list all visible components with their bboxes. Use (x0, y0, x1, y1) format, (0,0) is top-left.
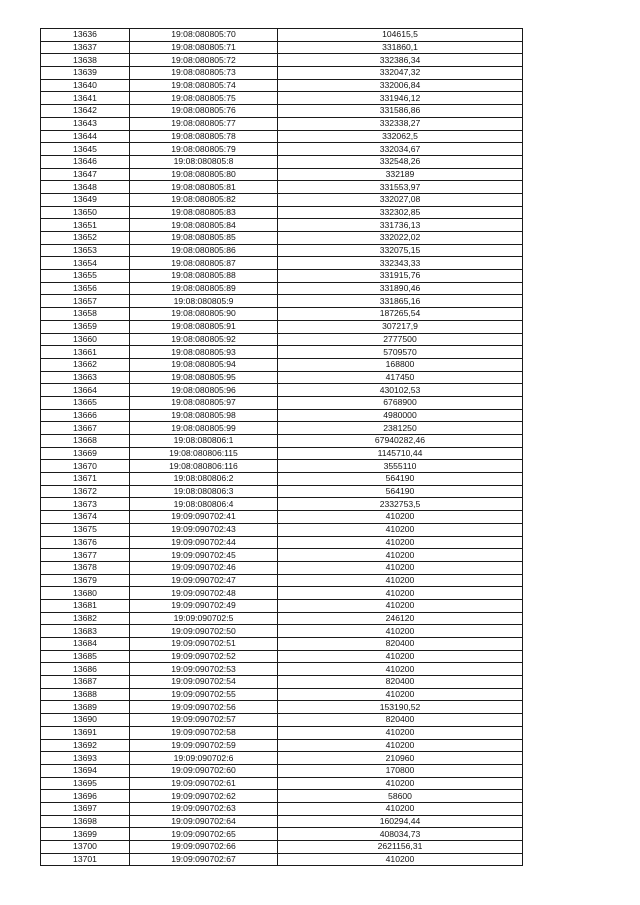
value-cell: 331860,1 (278, 41, 523, 54)
cadastral-number-cell: 19:09:090702:44 (130, 536, 278, 549)
value-cell: 331553,97 (278, 181, 523, 194)
cadastral-number-cell: 19:08:080805:86 (130, 244, 278, 257)
value-cell: 5709570 (278, 346, 523, 359)
cadastral-number-cell: 19:08:080805:9 (130, 295, 278, 308)
row-number-cell: 13691 (41, 726, 130, 739)
value-cell: 410200 (278, 511, 523, 524)
cadastral-number-cell: 19:09:090702:41 (130, 511, 278, 524)
cadastral-number-cell: 19:08:080806:1 (130, 435, 278, 448)
table-row (41, 536, 523, 549)
table-row (41, 320, 523, 333)
value-cell: 564190 (278, 485, 523, 498)
cadastral-number-cell: 19:08:080805:82 (130, 193, 278, 206)
table-row (41, 105, 523, 118)
cadastral-number-cell: 19:08:080805:70 (130, 29, 278, 42)
table-row (41, 447, 523, 460)
table-row (41, 549, 523, 562)
value-cell: 331915,76 (278, 270, 523, 283)
value-cell: 4980000 (278, 409, 523, 422)
value-cell: 210960 (278, 752, 523, 765)
row-number-cell: 13654 (41, 257, 130, 270)
cadastral-number-cell: 19:09:090702:62 (130, 790, 278, 803)
cadastral-number-cell: 19:09:090702:66 (130, 841, 278, 854)
table-row (41, 841, 523, 854)
row-number-cell: 13697 (41, 802, 130, 815)
row-number-cell: 13693 (41, 752, 130, 765)
cadastral-number-cell: 19:08:080805:87 (130, 257, 278, 270)
value-cell: 410200 (278, 523, 523, 536)
row-number-cell: 13650 (41, 206, 130, 219)
value-cell: 332548,26 (278, 155, 523, 168)
table-row (41, 409, 523, 422)
row-number-cell: 13698 (41, 815, 130, 828)
row-number-cell: 13646 (41, 155, 130, 168)
value-cell: 410200 (278, 853, 523, 866)
table-row (41, 676, 523, 689)
value-cell: 820400 (278, 714, 523, 727)
table-row (41, 422, 523, 435)
row-number-cell: 13679 (41, 574, 130, 587)
row-number-cell: 13667 (41, 422, 130, 435)
table-row (41, 485, 523, 498)
row-number-cell: 13688 (41, 688, 130, 701)
value-cell: 187265,54 (278, 308, 523, 321)
cadastral-number-cell: 19:08:080805:90 (130, 308, 278, 321)
table-row (41, 244, 523, 257)
table-row (41, 612, 523, 625)
cadastral-number-cell: 19:09:090702:58 (130, 726, 278, 739)
row-number-cell: 13640 (41, 79, 130, 92)
table-row (41, 384, 523, 397)
cadastral-number-cell: 19:09:090702:67 (130, 853, 278, 866)
cadastral-number-cell: 19:08:080806:3 (130, 485, 278, 498)
table-row (41, 130, 523, 143)
value-cell: 410200 (278, 650, 523, 663)
cadastral-number-cell: 19:09:090702:50 (130, 625, 278, 638)
row-number-cell: 13668 (41, 435, 130, 448)
value-cell: 331865,16 (278, 295, 523, 308)
row-number-cell: 13672 (41, 485, 130, 498)
row-number-cell: 13675 (41, 523, 130, 536)
row-number-cell: 13641 (41, 92, 130, 105)
table-row (41, 282, 523, 295)
value-cell: 332189 (278, 168, 523, 181)
cadastral-number-cell: 19:08:080805:75 (130, 92, 278, 105)
row-number-cell: 13669 (41, 447, 130, 460)
table-row (41, 29, 523, 42)
value-cell: 168800 (278, 358, 523, 371)
table-row (41, 688, 523, 701)
table-row (41, 625, 523, 638)
row-number-cell: 13690 (41, 714, 130, 727)
value-cell: 332386,34 (278, 54, 523, 67)
row-number-cell: 13677 (41, 549, 130, 562)
table-row (41, 663, 523, 676)
value-cell: 153190,52 (278, 701, 523, 714)
cadastral-number-cell: 19:08:080805:94 (130, 358, 278, 371)
table-row (41, 193, 523, 206)
table-row (41, 41, 523, 54)
table-row (41, 853, 523, 866)
row-number-cell: 13643 (41, 117, 130, 130)
table-row (41, 498, 523, 511)
value-cell: 332034,67 (278, 143, 523, 156)
row-number-cell: 13639 (41, 67, 130, 80)
value-cell: 332338,27 (278, 117, 523, 130)
row-number-cell: 13689 (41, 701, 130, 714)
row-number-cell: 13695 (41, 777, 130, 790)
table-row (41, 523, 523, 536)
value-cell: 820400 (278, 676, 523, 689)
table-row (41, 181, 523, 194)
table-row (41, 435, 523, 448)
cadastral-number-cell: 19:09:090702:48 (130, 587, 278, 600)
table-row (41, 726, 523, 739)
cadastral-number-cell: 19:08:080806:2 (130, 473, 278, 486)
cadastral-number-cell: 19:08:080805:78 (130, 130, 278, 143)
cadastral-number-cell: 19:08:080805:76 (130, 105, 278, 118)
cadastral-number-cell: 19:08:080805:80 (130, 168, 278, 181)
row-number-cell: 13665 (41, 396, 130, 409)
table-row (41, 815, 523, 828)
row-number-cell: 13662 (41, 358, 130, 371)
value-cell: 246120 (278, 612, 523, 625)
cadastral-number-cell: 19:09:090702:60 (130, 764, 278, 777)
row-number-cell: 13638 (41, 54, 130, 67)
row-number-cell: 13659 (41, 320, 130, 333)
table-row (41, 308, 523, 321)
cadastral-number-cell: 19:08:080805:85 (130, 232, 278, 245)
cadastral-number-cell: 19:09:090702:61 (130, 777, 278, 790)
cadastral-number-cell: 19:08:080805:83 (130, 206, 278, 219)
row-number-cell: 13649 (41, 193, 130, 206)
table-row (41, 701, 523, 714)
table-row (41, 54, 523, 67)
table-row (41, 714, 523, 727)
row-number-cell: 13694 (41, 764, 130, 777)
cadastral-number-cell: 19:08:080805:95 (130, 371, 278, 384)
table-row (41, 358, 523, 371)
cadastral-number-cell: 19:08:080805:88 (130, 270, 278, 283)
table-row (41, 117, 523, 130)
row-number-cell: 13652 (41, 232, 130, 245)
table-row (41, 574, 523, 587)
row-number-cell: 13670 (41, 460, 130, 473)
value-cell: 332302,85 (278, 206, 523, 219)
cadastral-number-cell: 19:08:080805:74 (130, 79, 278, 92)
table-row (41, 739, 523, 752)
row-number-cell: 13676 (41, 536, 130, 549)
cadastral-number-cell: 19:09:090702:46 (130, 561, 278, 574)
value-cell: 1145710,44 (278, 447, 523, 460)
value-cell: 410200 (278, 777, 523, 790)
row-number-cell: 13700 (41, 841, 130, 854)
cadastral-number-cell: 19:08:080805:77 (130, 117, 278, 130)
value-cell: 410200 (278, 625, 523, 638)
value-cell: 331736,13 (278, 219, 523, 232)
cadastral-number-cell: 19:08:080805:81 (130, 181, 278, 194)
row-number-cell: 13685 (41, 650, 130, 663)
row-number-cell: 13699 (41, 828, 130, 841)
table-row (41, 599, 523, 612)
row-number-cell: 13644 (41, 130, 130, 143)
table-row (41, 764, 523, 777)
cadastral-number-cell: 19:08:080806:115 (130, 447, 278, 460)
cadastral-number-cell: 19:09:090702:49 (130, 599, 278, 612)
row-number-cell: 13684 (41, 638, 130, 651)
value-cell: 417450 (278, 371, 523, 384)
row-number-cell: 13678 (41, 561, 130, 574)
value-cell: 58600 (278, 790, 523, 803)
value-cell: 410200 (278, 599, 523, 612)
row-number-cell: 13647 (41, 168, 130, 181)
cadastral-number-cell: 19:08:080806:4 (130, 498, 278, 511)
row-number-cell: 13671 (41, 473, 130, 486)
cadastral-number-cell: 19:08:080805:98 (130, 409, 278, 422)
table-row (41, 155, 523, 168)
table-row (41, 333, 523, 346)
cadastral-number-cell: 19:09:090702:52 (130, 650, 278, 663)
cadastral-number-cell: 19:08:080805:71 (130, 41, 278, 54)
cadastral-number-cell: 19:09:090702:6 (130, 752, 278, 765)
cadastral-number-cell: 19:09:090702:59 (130, 739, 278, 752)
cadastral-number-cell: 19:08:080805:99 (130, 422, 278, 435)
table-row (41, 828, 523, 841)
cadastral-number-cell: 19:09:090702:57 (130, 714, 278, 727)
cadastral-number-cell: 19:08:080805:79 (130, 143, 278, 156)
value-cell: 410200 (278, 561, 523, 574)
value-cell: 2332753,5 (278, 498, 523, 511)
cadastral-number-cell: 19:09:090702:55 (130, 688, 278, 701)
cadastral-number-cell: 19:08:080805:91 (130, 320, 278, 333)
cadastral-number-cell: 19:09:090702:5 (130, 612, 278, 625)
value-cell: 408034,73 (278, 828, 523, 841)
cadastral-number-cell: 19:09:090702:56 (130, 701, 278, 714)
row-number-cell: 13663 (41, 371, 130, 384)
cadastral-number-cell: 19:09:090702:47 (130, 574, 278, 587)
row-number-cell: 13680 (41, 587, 130, 600)
row-number-cell: 13681 (41, 599, 130, 612)
value-cell: 331946,12 (278, 92, 523, 105)
value-cell: 332022,02 (278, 232, 523, 245)
row-number-cell: 13656 (41, 282, 130, 295)
cadastral-number-cell: 19:08:080805:93 (130, 346, 278, 359)
table-row (41, 561, 523, 574)
value-cell: 331586,86 (278, 105, 523, 118)
table-row (41, 650, 523, 663)
table-row (41, 802, 523, 815)
table-row (41, 777, 523, 790)
cadastral-number-cell: 19:08:080805:92 (130, 333, 278, 346)
cadastral-number-cell: 19:08:080805:72 (130, 54, 278, 67)
row-number-cell: 13651 (41, 219, 130, 232)
row-number-cell: 13642 (41, 105, 130, 118)
value-cell: 332006,84 (278, 79, 523, 92)
value-cell: 104615,5 (278, 29, 523, 42)
data-table (40, 28, 523, 866)
cadastral-number-cell: 19:09:090702:54 (130, 676, 278, 689)
value-cell: 332047,32 (278, 67, 523, 80)
value-cell: 410200 (278, 688, 523, 701)
value-cell: 332075,15 (278, 244, 523, 257)
table-row (41, 168, 523, 181)
row-number-cell: 13687 (41, 676, 130, 689)
row-number-cell: 13637 (41, 41, 130, 54)
cadastral-number-cell: 19:09:090702:43 (130, 523, 278, 536)
value-cell: 307217,9 (278, 320, 523, 333)
cadastral-number-cell: 19:08:080805:73 (130, 67, 278, 80)
cadastral-number-cell: 19:09:090702:65 (130, 828, 278, 841)
cadastral-number-cell: 19:09:090702:63 (130, 802, 278, 815)
row-number-cell: 13661 (41, 346, 130, 359)
value-cell: 430102,53 (278, 384, 523, 397)
value-cell: 332062,5 (278, 130, 523, 143)
row-number-cell: 13655 (41, 270, 130, 283)
value-cell: 2777500 (278, 333, 523, 346)
table-row (41, 396, 523, 409)
value-cell: 6768900 (278, 396, 523, 409)
value-cell: 410200 (278, 663, 523, 676)
value-cell: 2621156,31 (278, 841, 523, 854)
table-row (41, 270, 523, 283)
table-row (41, 232, 523, 245)
cadastral-number-cell: 19:09:090702:64 (130, 815, 278, 828)
row-number-cell: 13664 (41, 384, 130, 397)
row-number-cell: 13660 (41, 333, 130, 346)
table-row (41, 752, 523, 765)
row-number-cell: 13686 (41, 663, 130, 676)
value-cell: 410200 (278, 549, 523, 562)
value-cell: 410200 (278, 536, 523, 549)
table-row (41, 587, 523, 600)
row-number-cell: 13648 (41, 181, 130, 194)
cadastral-number-cell: 19:08:080805:97 (130, 396, 278, 409)
table-row (41, 473, 523, 486)
table-row (41, 638, 523, 651)
value-cell: 410200 (278, 739, 523, 752)
row-number-cell: 13673 (41, 498, 130, 511)
table-row (41, 790, 523, 803)
cadastral-number-cell: 19:08:080805:8 (130, 155, 278, 168)
table-body (41, 29, 523, 866)
table-row (41, 511, 523, 524)
value-cell: 332027,08 (278, 193, 523, 206)
table-row (41, 143, 523, 156)
row-number-cell: 13682 (41, 612, 130, 625)
table-row (41, 346, 523, 359)
cadastral-number-cell: 19:08:080805:96 (130, 384, 278, 397)
row-number-cell: 13653 (41, 244, 130, 257)
table-row (41, 219, 523, 232)
value-cell: 67940282,46 (278, 435, 523, 448)
cadastral-number-cell: 19:09:090702:51 (130, 638, 278, 651)
row-number-cell: 13636 (41, 29, 130, 42)
table-row (41, 257, 523, 270)
row-number-cell: 13701 (41, 853, 130, 866)
value-cell: 331890,46 (278, 282, 523, 295)
row-number-cell: 13696 (41, 790, 130, 803)
row-number-cell: 13683 (41, 625, 130, 638)
row-number-cell: 13666 (41, 409, 130, 422)
table-row (41, 92, 523, 105)
table-row (41, 371, 523, 384)
row-number-cell: 13658 (41, 308, 130, 321)
cadastral-number-cell: 19:09:090702:45 (130, 549, 278, 562)
cadastral-number-cell: 19:08:080806:116 (130, 460, 278, 473)
table-row (41, 295, 523, 308)
row-number-cell: 13674 (41, 511, 130, 524)
value-cell: 332343,33 (278, 257, 523, 270)
value-cell: 410200 (278, 802, 523, 815)
value-cell: 2381250 (278, 422, 523, 435)
row-number-cell: 13657 (41, 295, 130, 308)
value-cell: 410200 (278, 574, 523, 587)
cadastral-number-cell: 19:08:080805:89 (130, 282, 278, 295)
row-number-cell: 13692 (41, 739, 130, 752)
value-cell: 564190 (278, 473, 523, 486)
value-cell: 410200 (278, 726, 523, 739)
table-row (41, 206, 523, 219)
cadastral-number-cell: 19:08:080805:84 (130, 219, 278, 232)
value-cell: 170800 (278, 764, 523, 777)
table-row (41, 460, 523, 473)
cadastral-number-cell: 19:09:090702:53 (130, 663, 278, 676)
table-row (41, 79, 523, 92)
value-cell: 160294,44 (278, 815, 523, 828)
value-cell: 820400 (278, 638, 523, 651)
value-cell: 3555110 (278, 460, 523, 473)
table-row (41, 67, 523, 80)
value-cell: 410200 (278, 587, 523, 600)
row-number-cell: 13645 (41, 143, 130, 156)
